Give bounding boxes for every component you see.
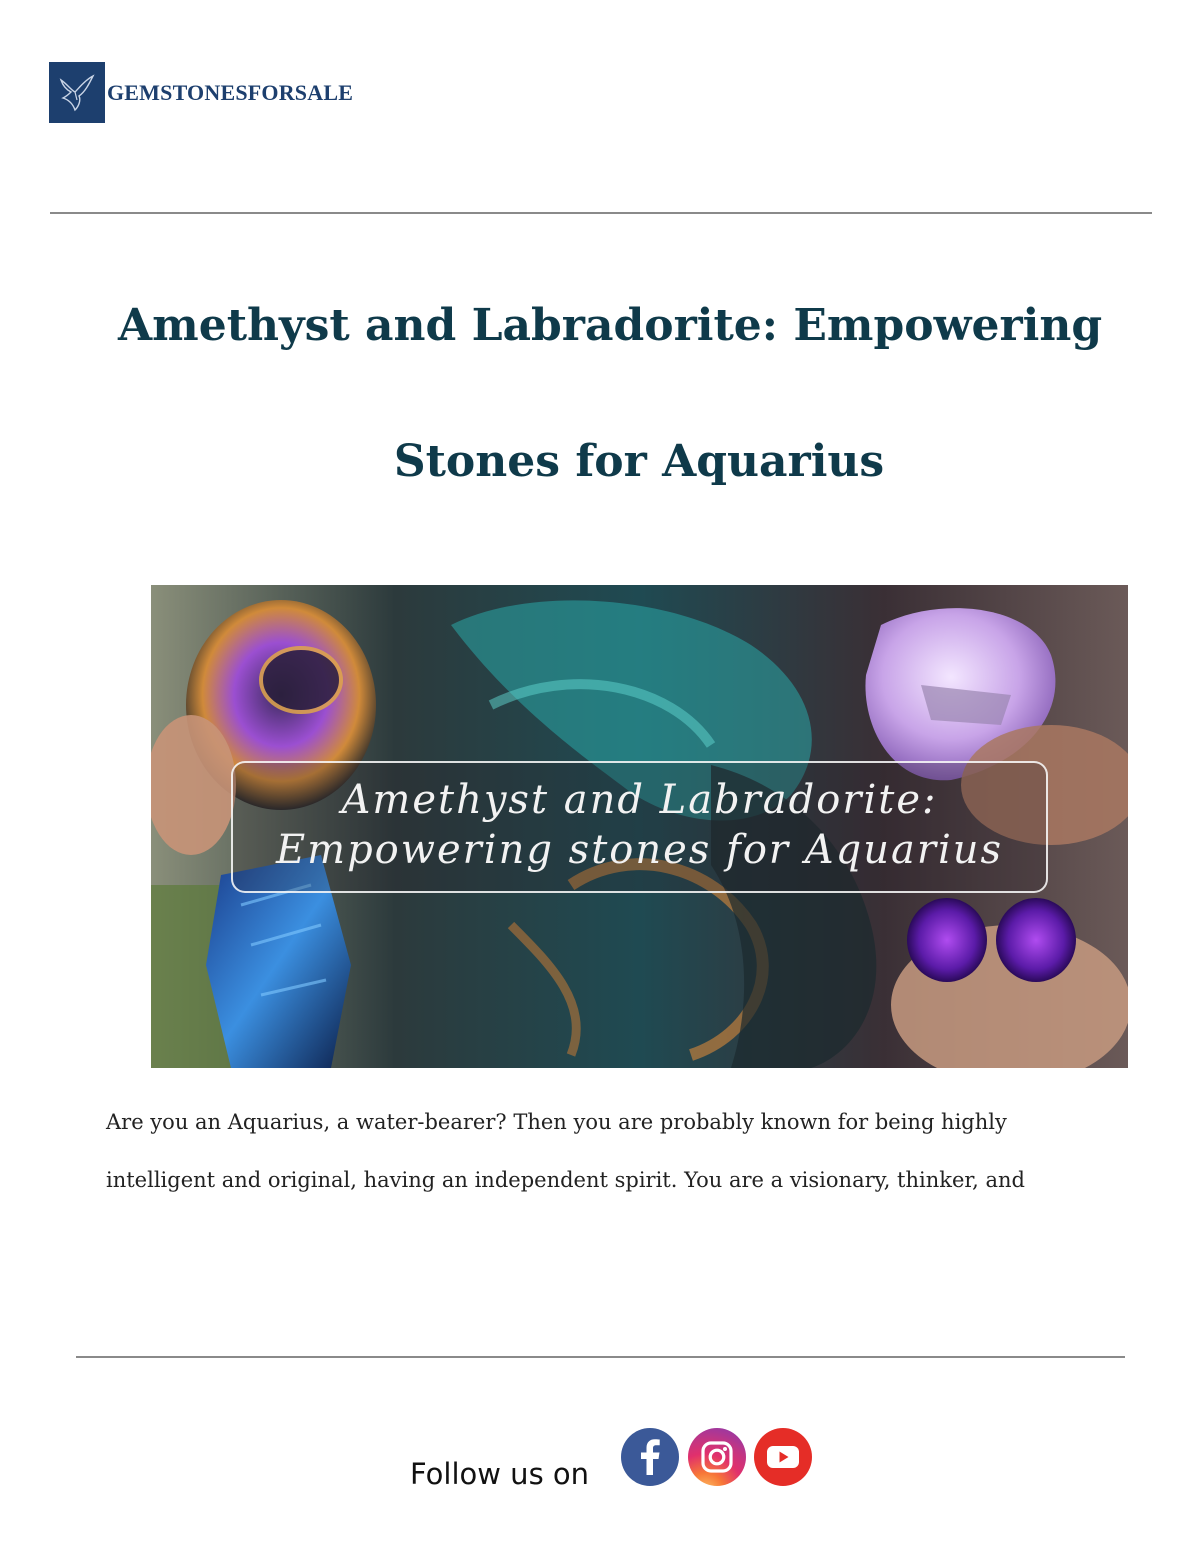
bottom-divider [76, 1356, 1125, 1358]
facebook-icon[interactable] [621, 1428, 679, 1486]
hero-image [151, 585, 1128, 1068]
site-logo[interactable] [49, 62, 353, 123]
dove-icon [55, 70, 99, 114]
paragraph-line-1: Are you an Aquarius, a water-bearer? Then you are probably known for being highly [106, 1110, 1007, 1134]
paragraph-line-2: intelligent and original, having an independent spirit. You are a visionary, thinker, and [106, 1168, 1025, 1192]
logo-text: GEMSTONESFORSALE [107, 79, 354, 105]
article-title-line-2: Stones for Aquarius [393, 436, 885, 487]
article-title-line-1: Amethyst and Labradorite: Empowering [118, 300, 1103, 351]
hero-caption-line-1: Amethyst and Labradorite: [341, 777, 938, 823]
logo-badge [49, 62, 105, 123]
youtube-icon[interactable] [754, 1428, 812, 1486]
hero-caption-line-2: Empowering stones for Aquarius [275, 827, 1004, 873]
follow-us-label: Follow us on [410, 1457, 590, 1491]
instagram-icon[interactable] [688, 1428, 746, 1486]
top-divider [50, 212, 1152, 214]
hero-caption [231, 761, 1048, 893]
